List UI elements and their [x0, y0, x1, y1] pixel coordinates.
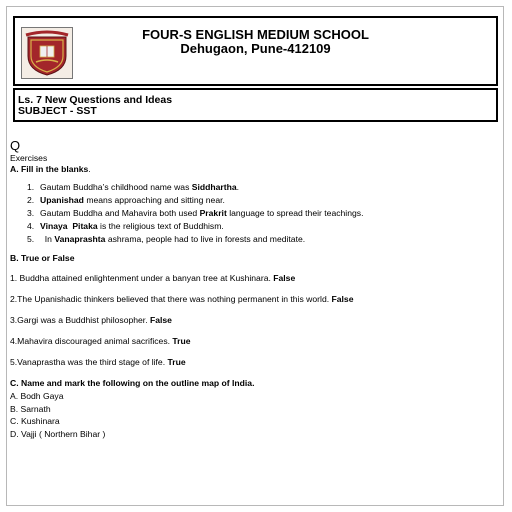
school-address: Dehugaon, Pune-412109: [180, 41, 331, 56]
school-header: [13, 16, 498, 86]
list-item: 1. Gautam Buddha’s childhood name was Siddhartha.: [27, 182, 240, 192]
section-a-heading: A. Fill in the blanks.: [10, 164, 91, 174]
map-list-item: B. Sarnath: [10, 403, 51, 414]
lesson-title-box: [13, 88, 498, 122]
section-c-heading: C. Name and mark the following on the outline map of India.: [10, 378, 255, 388]
true-false-item: 3.Gargi was a Buddhist philosopher. False: [10, 315, 172, 325]
question-marker: Q: [10, 138, 21, 153]
list-item: 4. Vinaya Pitaka is the religious text of Buddhism.: [27, 221, 224, 231]
list-item: 5. In Vanaprashta ashrama, people had to live in forests and meditate.: [27, 234, 306, 244]
true-false-item: 5.Vanaprastha was the third stage of life. True: [10, 357, 186, 367]
school-name: FOUR-S ENGLISH MEDIUM SCHOOL: [142, 27, 369, 42]
list-item: 2. Upanishad means approaching and sitting near.: [27, 195, 225, 205]
map-list-item: A. Bodh Gaya: [10, 391, 64, 401]
list-item: 3. Gautam Buddha and Mahavira both used Prakrit language to spread their teachings.: [27, 208, 364, 218]
true-false-item: 1. Buddha attained enlightenment under a banyan tree at Kushinara. False: [10, 273, 296, 283]
true-false-item: 2.The Upanishadic thinkers believed that there was nothing permanent in this world. False: [10, 294, 354, 304]
fill-in-the-blanks-list: [10, 181, 500, 246]
lesson-title: Ls. 7 New Questions and Ideas: [18, 94, 173, 106]
worksheet-content: [10, 138, 500, 440]
map-list-item: D. Vajji ( Northern Bihar ): [10, 428, 106, 439]
subject-label: SUBJECT - SST: [18, 105, 97, 117]
exercises-label: Exercises: [10, 153, 48, 163]
map-list-item: C. Kushinara: [10, 416, 60, 426]
section-b-heading: B. True or False: [10, 253, 75, 263]
true-false-item: 4.Mahavira discouraged animal sacrifices. True: [10, 336, 191, 346]
